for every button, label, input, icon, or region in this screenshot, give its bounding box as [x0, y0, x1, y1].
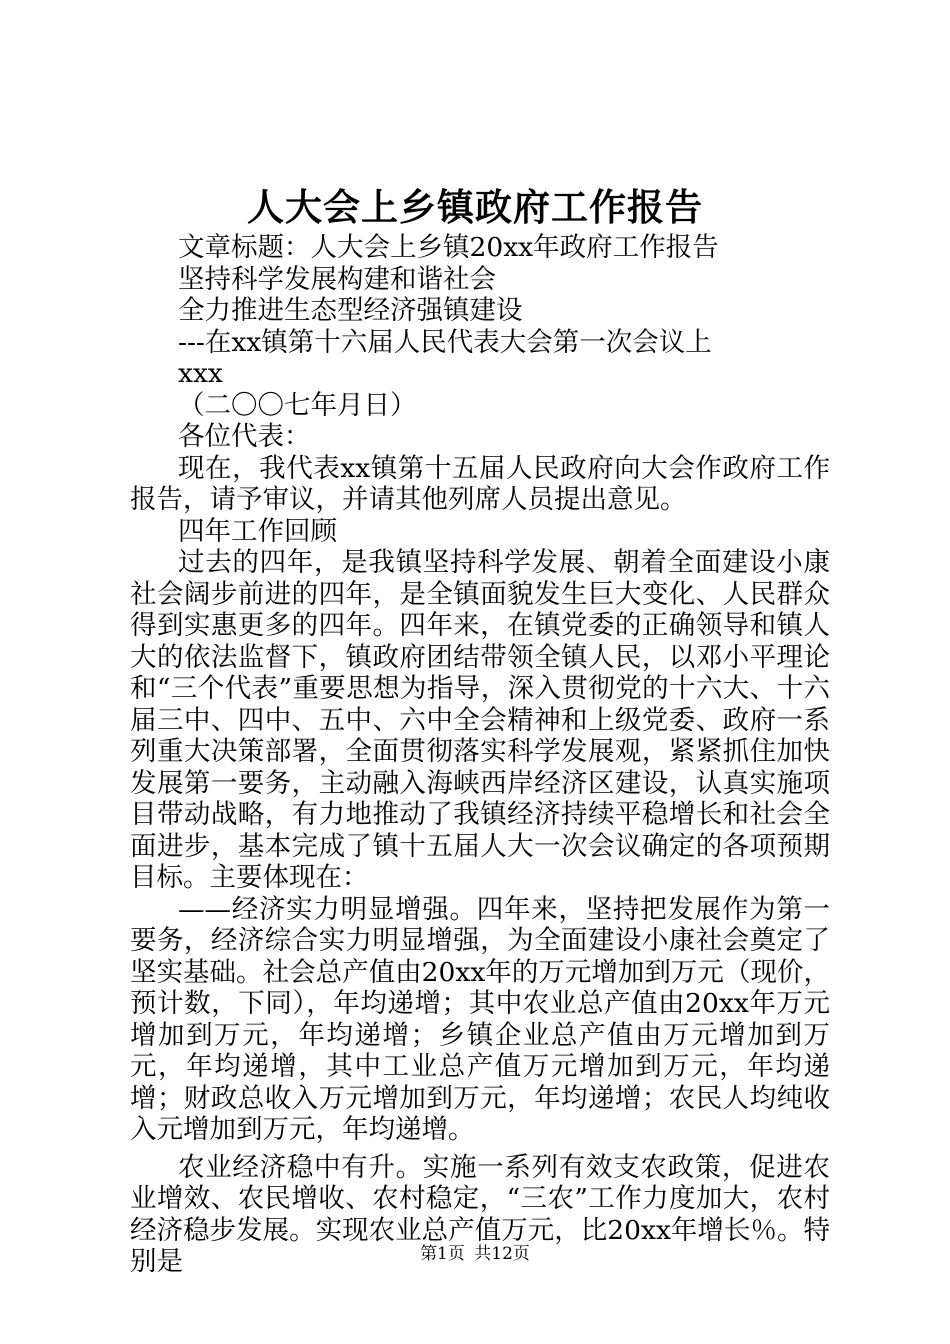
section-heading: 四年工作回顾 [178, 515, 337, 547]
intro-paragraph: 现在，我代表xx镇第十五届人民政府向大会作政府工作报告，请予审议，并请其他列席人员提出意见。 [130, 452, 830, 515]
meeting-line: ---在xx镇第十六届人民代表大会第一次会议上 [178, 326, 712, 358]
page-total: 共12页 [474, 1244, 530, 1264]
speaker-line: xxx [178, 358, 223, 389]
subtitle-line-2: 全力推进生态型经济强镇建设 [178, 295, 523, 326]
document-title: 人大会上乡镇政府工作报告 [247, 185, 703, 229]
article-title-line: 文章标题：人大会上乡镇20xx年政府工作报告 [178, 232, 719, 263]
review-paragraph: 过去的四年，是我镇坚持科学发展、朝着全面建设小康社会阔步前进的四年，是全镇面貌发生巨大变化、人民群众得到实惠更多的四年。四年来，在镇党委的正确领导和镇人大的依法监督下，镇政府团结带领全镇人民，以邓小平理论和“三个代表”重要思想为指导，深入贯彻党的十六大、十六届三中、四中、五中、六中全会精神和上级党委、政府一系列重大决策部署，全面贯彻落实科学发展观，紧紧抓住加快发展第一要务，主动融入海峡西岸经济区建设，认真实施项目带动战略，有力地推动了我镇经济持续平稳增长和社会全面进步，基本完成了镇十五届人大一次会议确定的各项预期目标。主要体现在： [130, 547, 830, 893]
page-number: 第1页 [420, 1244, 465, 1264]
economy-paragraph: ——经济实力明显增强。四年来，坚持把发展作为第一要务，经济综合实力明显增强，为全面建设小康社会奠定了坚实基础。社会总产值由20xx年的万元增加到万元（现价，预计数，下同），年均递增；其中农业总产值由20xx年万元增加到万元，年均递增；乡镇企业总产值由万元增加到万元，年均递增，其中工业总产值万元增加到万元，年均递增；财政总收入万元增加到万元，年均递增；农民人均纯收入元增加到万元，年均递增。 [130, 893, 830, 1145]
subtitle-line-1: 坚持科学发展构建和谐社会 [178, 263, 496, 295]
date-line: （二〇〇七年月日） [178, 389, 417, 421]
salutation-line: 各位代表： [178, 421, 311, 452]
page-footer [0, 1242, 950, 1266]
agriculture-paragraph: 农业经济稳中有升。实施一系列有效支农政策，促进农业增效、农民增收、农村稳定，“三农”工作力度加大，农村经济稳步发展。实现农业总产值万元，比20xx年增长％。特别是 [130, 1151, 830, 1277]
document-body [130, 232, 830, 1278]
